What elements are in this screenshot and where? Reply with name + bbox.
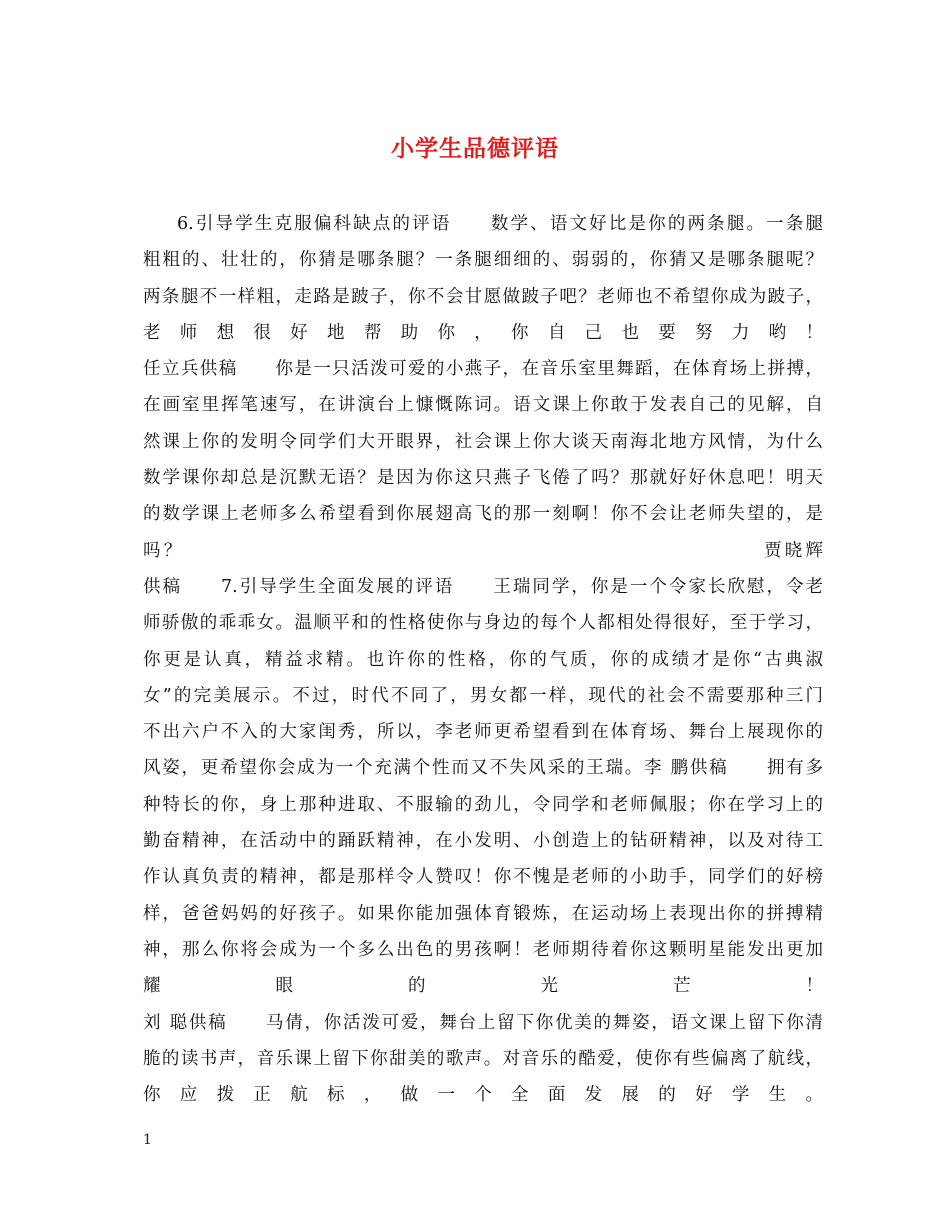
paragraph-line: 样，爸爸妈妈的好孩子。如果你能加强体育锻炼，在运动场上表现出你的拼搏精 — [143, 903, 823, 924]
paragraph-line: 女”的完美展示。不过，时代不同了，男女都一样，现代的社会不需要那种三门 — [143, 685, 823, 706]
document-body — [143, 206, 823, 1113]
paragraph-line: 神，那么你将会成为一个多么出色的男孩啊！老师期待着你这颗明星能发出更加 — [143, 939, 823, 960]
paragraph-line: 然课上你的发明令同学们大开眼界，社会课上你大谈天南海北地方风情，为什么 — [143, 431, 823, 452]
paragraph-line: 不出六户不入的大家闺秀，所以，李老师更希望看到在体育场、舞台上展现你的 — [143, 722, 823, 743]
paragraph-line: 耀 眼 的 光 芒 ！ — [143, 976, 823, 997]
paragraph-line: 任立兵供稿 你是一只活泼可爱的小燕子，在音乐室里舞蹈，在体育场上拼搏， — [143, 359, 823, 380]
page-title: 小学生品德评语 — [391, 135, 559, 162]
paragraph-line: 刘 聪供稿 马倩，你活泼可爱，舞台上留下你优美的舞姿，语文课上留下你清 — [143, 1012, 823, 1033]
paragraph-line: 吗？ 贾晓辉 — [143, 540, 823, 561]
paragraph-line: 勤奋精神，在活动中的踊跃精神，在小发明、小创造上的钻研精神，以及对待工 — [143, 831, 823, 852]
paragraph-line: 你更是认真，精益求精。也许你的性格，你的气质，你的成绩才是你“古典淑 — [143, 649, 823, 670]
paragraph-line: 两条腿不一样粗，走路是跛子，你不会甘愿做跛子吧？老师也不希望你成为跛子， — [143, 286, 823, 307]
paragraph-line: 种特长的你，身上那种进取、不服输的劲儿，令同学和老师佩服；你在学习上的 — [143, 794, 823, 815]
paragraph-line: 脆的读书声，音乐课上留下你甜美的歌声。对音乐的酷爱，使你有些偏离了航线， — [143, 1048, 823, 1069]
page-number: 1 — [143, 1132, 152, 1148]
paragraph-line: 的数学课上老师多么希望看到你展翅高飞的那一刻啊！你不会让老师失望的，是 — [143, 504, 823, 525]
paragraph-line: 数学课你却总是沉默无语？是因为你这只燕子飞倦了吗？那就好好休息吧！明天 — [143, 468, 823, 489]
paragraph-line: 风姿，更希望你会成为一个充满个性而又不失风采的王瑞。李 鹏供稿 拥有多 — [143, 758, 823, 779]
paragraph-line: 粗粗的、壮壮的，你猜是哪条腿？一条腿细细的、弱弱的，你猜又是哪条腿呢？ — [143, 250, 823, 271]
paragraph-line: 在画室里挥笔速写，在讲演台上慷慨陈词。语文课上你敢于发表自己的见解，自 — [143, 395, 823, 416]
paragraph-line: 你 应 拨 正 航 标 ， 做 一 个 全 面 发 展 的 好 学 生 。 — [143, 1085, 823, 1106]
paragraph-line: 师骄傲的乖乖女。温顺平和的性格使你与身边的每个人都相处得很好，至于学习， — [143, 613, 823, 634]
paragraph-line: 老 师 想 很 好 地 帮 助 你 ， 你 自 己 也 要 努 力 哟 ！ — [143, 322, 823, 343]
paragraph-line: 作认真负责的精神，都是那样令人赞叹！你不愧是老师的小助手，同学们的好榜 — [143, 867, 823, 888]
paragraph-line: 供稿 7.引导学生全面发展的评语 王瑞同学，你是一个令家长欣慰，令老 — [143, 576, 823, 597]
paragraph-line: 6.引导学生克服偏科缺点的评语 数学、语文好比是你的两条腿。一条腿 — [177, 214, 823, 234]
